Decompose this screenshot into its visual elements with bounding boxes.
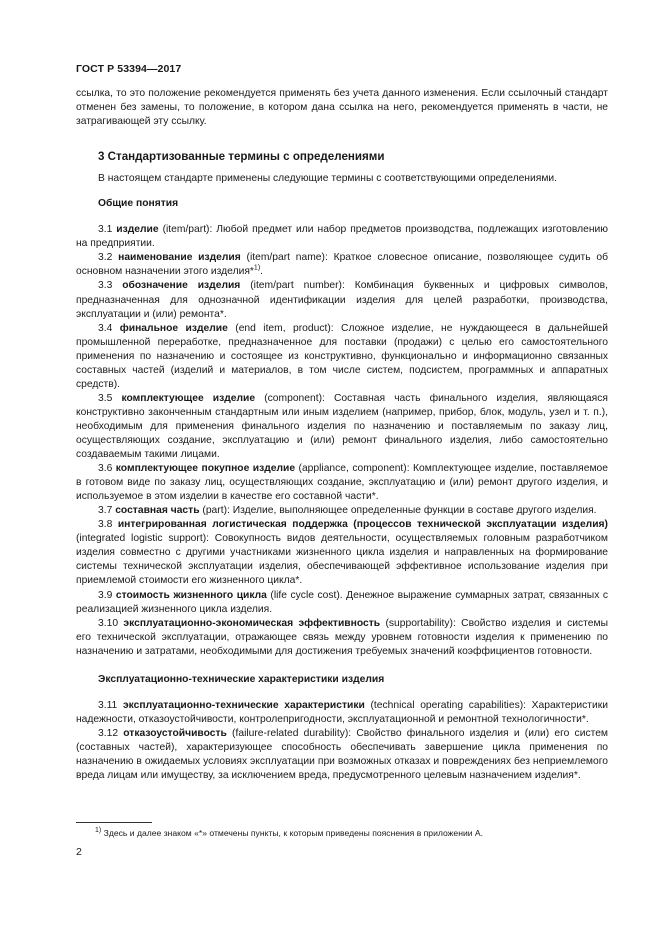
subheading-operational: Эксплуатационно-технические характеристики изделия xyxy=(98,673,385,685)
term-text: (item/part name): Краткое словесное описание, позволяющее судить об основном назначении этого изделия* xyxy=(76,252,608,278)
page-number: 2 xyxy=(76,846,82,858)
term-definition xyxy=(76,462,608,504)
term-definition xyxy=(76,518,608,588)
term-text: (appliance, component): Комплектующее изделие, поставляемое в готовом виде по заказу лиц, осуществляющих создание, эксплуатацию и (или) ремонт другого изделия, и используемое в этом изделии в качестве его составной части*. xyxy=(76,463,608,503)
term-number: 3.11 xyxy=(98,699,118,711)
term-number: 3.7 xyxy=(98,505,113,517)
term-name: наименование изделия xyxy=(118,252,241,264)
term-definition xyxy=(76,504,608,518)
term-number: 3.2 xyxy=(98,252,113,264)
term-text: (item/part number): Комбинация буквенных и цифровых символов, предназначенная для однозначной идентификации изделия для целей разработки, производства, эксплуатации и (или) ремонта*. xyxy=(76,280,608,320)
term-number: 3.1 xyxy=(98,224,113,236)
term-name: эксплуатационно-экономическая эффективность xyxy=(123,617,381,629)
term-definition xyxy=(76,392,608,462)
term-text: (integrated logistic support): Совокупность видов деятельности, осуществляемых головным разработчиком изделия совместно с другими участниками жизненного цикла изделия и направленных на формирование системы технической эксплуатации изделия, обеспечивающей эффективное использование изделия при приемлемой стоимости его жизненного цикла*. xyxy=(76,533,608,587)
term-definition xyxy=(76,223,608,251)
term-text: (technical operating capabilities): Характеристики надежности, отказоустойчивости, контролепригодности, эксплуатационной и ремонтной технологичности*. xyxy=(76,699,608,725)
term-number: 3.6 xyxy=(98,463,113,475)
page-content xyxy=(76,87,608,783)
term-name: комплектующее изделие xyxy=(121,392,256,404)
term-name: финальное изделие xyxy=(119,322,228,334)
term-name: стоимость жизненного цикла xyxy=(115,589,267,601)
footnote-divider xyxy=(76,822,152,823)
term-definition xyxy=(76,322,608,392)
document-code: ГОСТ Р 53394—2017 xyxy=(76,63,182,75)
term-text: (end item, product): Сложное изделие, не нуждающееся в дальнейшей промышленной переработке, предназначенное для поставки (продажи) с целью его самостоятельного применения по назначению и состоящее из конструктивно, функционально и информационно связанных составных частей (изделий и материалов, в том числе систем, подсистем, программных и аппаратных средств). xyxy=(76,322,608,390)
term-number: 3.4 xyxy=(98,322,113,334)
term-name: эксплуатационно-технические характеристики xyxy=(122,699,365,711)
term-number: 3.3 xyxy=(98,280,113,292)
footnote-text: Здесь и далее знаком «*» отмечены пункты, к которым приведены пояснения в приложении А. xyxy=(101,828,484,838)
terms-list-operational xyxy=(76,699,608,783)
term-definition xyxy=(76,589,608,617)
term-name: составная часть xyxy=(115,505,200,517)
term-number: 3.9 xyxy=(98,589,113,601)
term-definition xyxy=(76,699,608,727)
terms-list-general xyxy=(76,223,608,658)
term-name: комплектующее покупное изделие xyxy=(115,463,296,475)
term-text: (component): Составная часть финального изделия, являющаяся конструктивно законченным стандартным или иным изделием (например, прибор, блок, модуль, узел и т. п.), необходимым для применения финального изделия по назначению и поставляемым по заказу лиц, осуществляющих создание, эксплуатацию и (или) ремонт финального изделия, либо самостоятельно создаваемым такими лицами. xyxy=(76,392,608,461)
footnote xyxy=(95,828,615,839)
section-intro: В настоящем стандарте применены следующие термины с соответствующими определениями. xyxy=(98,173,558,185)
subheading-general: Общие понятия xyxy=(98,198,179,210)
term-text: (failure-related durability): Свойство финального изделия и (или) его систем (составных частей), характеризующее способность обеспечивать завершение цикла применения по назначению в ожидаемых условиях эксплуатации при возможных отказах и повреждениях без неприемлемого вреда лицам или имуществу, за исключением вреда, предусмотренного целевым назначением изделия*. xyxy=(76,727,608,782)
intro-paragraph: ссылка, то это положение рекомендуется применять без учета данного изменения. Если ссылочный стандарт отменен без замены, то положение, в котором дана ссылка на него, рекомендуется применять в части, не затрагивающей эту ссылку. xyxy=(76,88,608,128)
footnote-marker: 1) xyxy=(95,827,102,835)
term-number: 3.5 xyxy=(98,392,113,404)
term-definition xyxy=(76,617,608,659)
term-number: 3.12 xyxy=(98,727,119,739)
term-text: (supportability): Свойство изделия и системы его технической эксплуатации, отражающее связь между уровнем готовности изделия к применению по назначению и затратами, необходимыми для достижения требуемых значений коэффициентов готовности. xyxy=(76,617,608,657)
term-name: интегрированная логистическая поддержка (процессов технической эксплуатации изделия) xyxy=(117,519,608,531)
term-text: (life cycle cost). Денежное выражение суммарных затрат, связанных с реализацией жизненного цикла изделия. xyxy=(76,589,608,615)
term-number: 3.8 xyxy=(98,519,113,531)
term-name: изделие xyxy=(116,224,159,236)
term-text: (item/part): Любой предмет или набор предметов производства, подлежащих изготовлению на предприятии. xyxy=(76,224,608,250)
term-tail: . xyxy=(260,266,264,278)
term-definition xyxy=(76,279,608,321)
section-heading: 3 Стандартизованные термины с определениями xyxy=(98,150,385,164)
term-text: (part): Изделие, выполняющее определенные функции в составе другого изделия. xyxy=(199,505,597,517)
term-definition xyxy=(76,727,608,783)
footnote-reference: 1) xyxy=(253,265,261,272)
term-name: обозначение изделия xyxy=(122,280,241,292)
term-name: отказоустойчивость xyxy=(123,727,227,739)
term-number: 3.10 xyxy=(98,617,119,629)
term-definition xyxy=(76,251,608,279)
